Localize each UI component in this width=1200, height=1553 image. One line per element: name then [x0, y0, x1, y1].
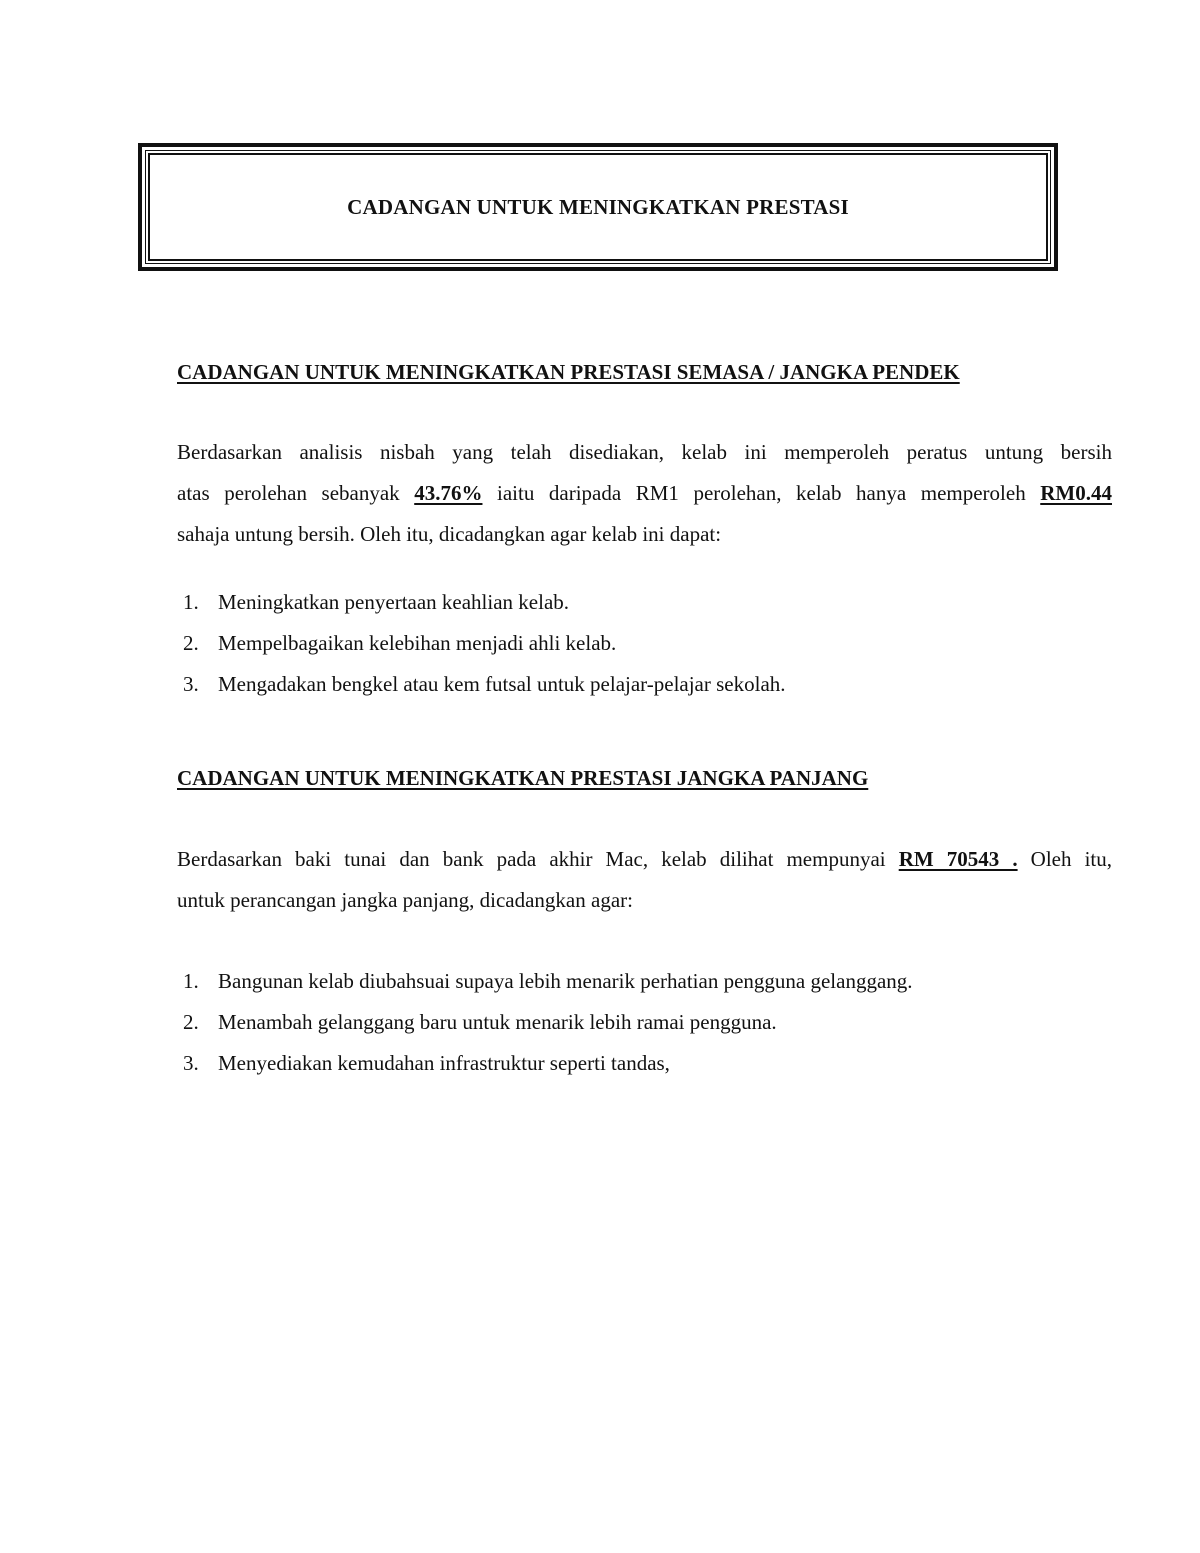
long-term-paragraph	[177, 839, 1112, 921]
list-text: Menambah gelanggang baru untuk menarik lebih ramai pengguna.	[218, 1010, 777, 1034]
list-text: Bangunan kelab diubahsuai supaya lebih menarik perhatian pengguna gelanggang.	[218, 969, 913, 993]
list-number: 3.	[183, 1051, 199, 1075]
net-profit-amount: RM0.44	[1040, 481, 1112, 505]
list-text: Meningkatkan penyertaan keahlian kelab.	[218, 590, 570, 614]
title-box	[138, 143, 1058, 271]
para-text: Oleh itu,	[1017, 847, 1112, 871]
short-term-para-line-1: Berdasarkan analisis nisbah yang telah disediakan, kelab ini memperoleh peratus untung bersih	[177, 440, 1112, 464]
short-term-heading: CADANGAN UNTUK MENINGKATKAN PRESTASI SEMASA / JANGKA PENDEK	[177, 360, 960, 384]
list-number: 1.	[183, 590, 199, 614]
short-term-para-line-2	[177, 473, 1112, 514]
cash-balance-amount: RM 70543 .	[898, 847, 1018, 871]
short-term-paragraph	[177, 432, 1112, 555]
short-term-para-line-3: sahaja untung bersih. Oleh itu, dicadangkan agar kelab ini dapat:	[177, 522, 722, 546]
list-number: 2.	[183, 631, 199, 655]
net-profit-percentage: 43.76%	[414, 481, 483, 505]
list-number: 1.	[183, 969, 199, 993]
list-text: Mempelbagaikan kelebihan menjadi ahli kelab.	[218, 631, 617, 655]
document-title: CADANGAN UNTUK MENINGKATKAN PRESTASI	[347, 194, 849, 219]
long-term-heading: CADANGAN UNTUK MENINGKATKAN PRESTASI JANGKA PANJANG	[177, 766, 869, 790]
list-text: Mengadakan bengkel atau kem futsal untuk pelajar-pelajar sekolah.	[218, 672, 786, 696]
para-text: Berdasarkan baki tunai dan bank pada akhir Mac, kelab dilihat mempunyai	[177, 847, 899, 871]
list-number: 2.	[183, 1010, 199, 1034]
list-number: 3.	[183, 672, 199, 696]
title-box-frame	[148, 153, 1048, 261]
para-text: atas perolehan sebanyak	[177, 481, 415, 505]
list-text: Menyediakan kemudahan infrastruktur seperti tandas,	[218, 1051, 670, 1075]
para-text: iaitu daripada RM1 perolehan, kelab hanya memperoleh	[482, 481, 1041, 505]
long-term-para-line-2: untuk perancangan jangka panjang, dicadangkan agar:	[177, 888, 633, 912]
long-term-para-line-1	[177, 839, 1112, 880]
